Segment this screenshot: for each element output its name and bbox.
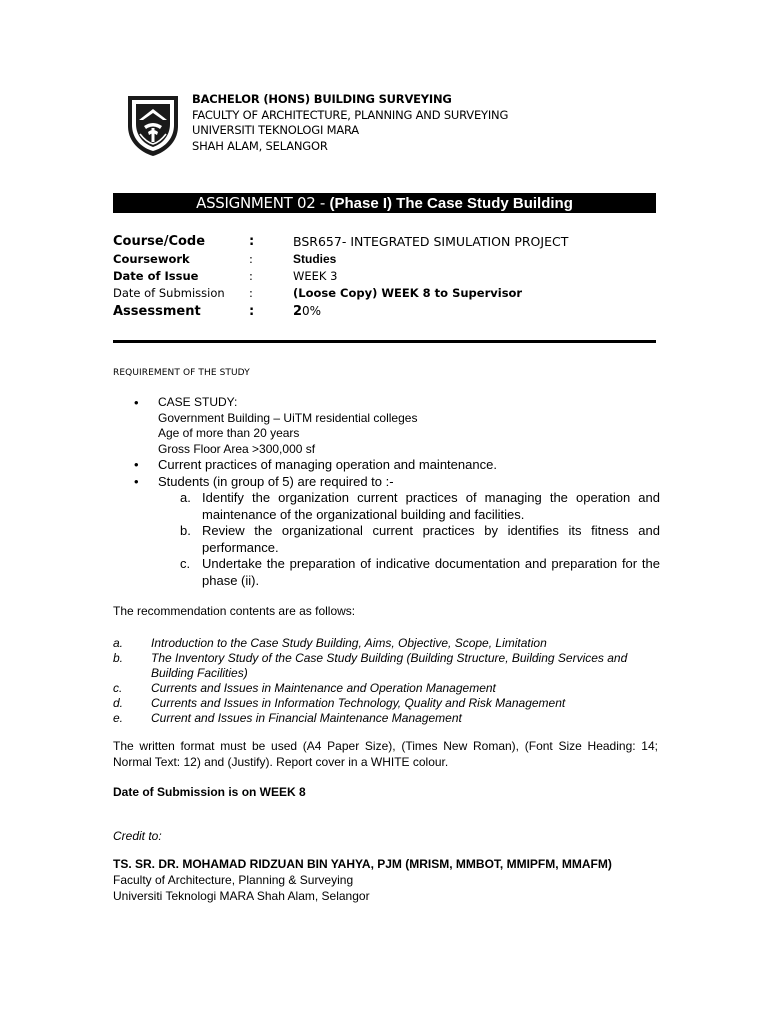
bullet-icon: •	[134, 395, 139, 410]
list-item	[130, 474, 660, 590]
case-study-line: Government Building – UiTM residential colleges	[158, 410, 418, 425]
requirement-title: REQUIREMENT OF THE STUDY	[113, 368, 250, 378]
assignment-title-part1: ASSIGNMENT 02 -	[196, 194, 330, 212]
case-study-label: CASE STUDY:	[158, 395, 238, 409]
submission-row	[113, 285, 656, 302]
assignment-title-part2: (Phase I) The Case Study Building	[329, 195, 573, 212]
assessment-value-big: 2	[293, 304, 303, 319]
issue-row	[113, 268, 656, 285]
coursework-value: Studies	[293, 252, 337, 266]
students-text: Students (in group of 5) are required to :-	[158, 473, 394, 489]
case-study-line: Gross Floor Area >300,000 sf	[158, 441, 316, 456]
university-logo-icon	[124, 92, 182, 158]
assessment-row	[113, 302, 656, 321]
divider	[113, 340, 656, 343]
issue-label: Date of Issue	[113, 269, 199, 283]
credit-university: Universiti Teknologi MARA Shah Alam, Selangor	[113, 889, 370, 903]
submission-label: Date of Submission	[113, 286, 225, 300]
colon: :	[249, 252, 253, 266]
credit-label: Credit to:	[113, 829, 162, 843]
requirement-list	[130, 395, 660, 589]
list-item	[130, 395, 660, 457]
colon: :	[249, 304, 255, 319]
coursework-row	[113, 251, 656, 268]
list-item: b. The Inventory Study of the Case Study Building (Building Structure, Building Services and Building Facilities)	[113, 651, 628, 680]
university-name: UNIVERSITI TEKNOLOGI MARA	[192, 123, 359, 137]
assignment-title	[113, 193, 656, 213]
institution-header	[192, 92, 508, 154]
credit-faculty: Faculty of Architecture, Planning & Surveying	[113, 873, 354, 887]
sub-b-text: Review the organizational current practices by identifies its fitness and performance.	[202, 523, 660, 555]
case-study-line: Age of more than 20 years	[158, 426, 300, 440]
submission-date-note: Date of Submission is on WEEK 8	[113, 785, 306, 799]
course-row	[113, 232, 656, 251]
format-instructions: The written format must be used (A4 Paper Size), (Times New Roman), (Font Size Heading: 14; Normal Text: 12) and (Justify). Report cover in a WHITE colour.	[113, 739, 658, 769]
colon: :	[249, 269, 253, 283]
colon: :	[249, 286, 253, 300]
assessment-label: Assessment	[113, 304, 201, 319]
course-label: Course/Code	[113, 234, 206, 249]
colon: :	[249, 234, 255, 249]
course-value: BSR657- INTEGRATED SIMULATION PROJECT	[293, 234, 569, 249]
course-info-table	[113, 232, 656, 321]
list-item: a. Introduction to the Case Study Building, Aims, Objective, Scope, Limitation	[113, 636, 547, 650]
university-location: SHAH ALAM, SELANGOR	[192, 138, 328, 153]
current-practices-text: Current practices of managing operation and maintenance.	[158, 457, 497, 472]
sub-list	[180, 490, 660, 589]
list-item: e. Current and Issues in Financial Maintenance Management	[113, 711, 462, 725]
assessment-value	[293, 302, 321, 321]
recommendation-list	[113, 636, 658, 726]
list-item: d. Currents and Issues in Information Technology, Quality and Risk Management	[113, 696, 566, 710]
credit-name: TS. SR. DR. MOHAMAD RIDZUAN BIN YAHYA, PJM (MRISM, MMBOT, MMIPFM, MMAFM)	[113, 857, 612, 871]
list-item	[130, 457, 660, 474]
sub-c-text: Undertake the preparation of indicative documentation and preparation for the phase (ii).	[202, 556, 660, 588]
list-item: c. Currents and Issues in Maintenance and Operation Management	[113, 681, 496, 695]
faculty-name: FACULTY OF ARCHITECTURE, PLANNING AND SURVEYING	[192, 107, 509, 122]
bullet-icon: •	[134, 473, 139, 489]
sub-list-item: c. Undertake the preparation of indicative documentation and preparation for the phase (ii).	[180, 556, 660, 588]
sub-a-text: Identify the organization current practices of managing the operation and maintenance of the organizational building and facilities.	[202, 490, 660, 522]
assessment-value-rest: 0%	[302, 304, 322, 318]
bullet-icon: •	[134, 457, 139, 472]
coursework-label: Coursework	[113, 252, 190, 266]
sub-list-item: b. Review the organizational current practices by identifies its fitness and performance.	[180, 523, 660, 555]
sub-list-item: a. Identify the organization current practices of managing the operation and maintenance of the organizational building and facilities.	[180, 490, 660, 522]
issue-value: WEEK 3	[293, 269, 338, 283]
recommendation-intro: The recommendation contents are as follows:	[113, 604, 356, 618]
program-name: BACHELOR (HONS) BUILDING SURVEYING	[192, 92, 452, 106]
submission-value: (Loose Copy) WEEK 8 to Supervisor	[293, 286, 523, 300]
